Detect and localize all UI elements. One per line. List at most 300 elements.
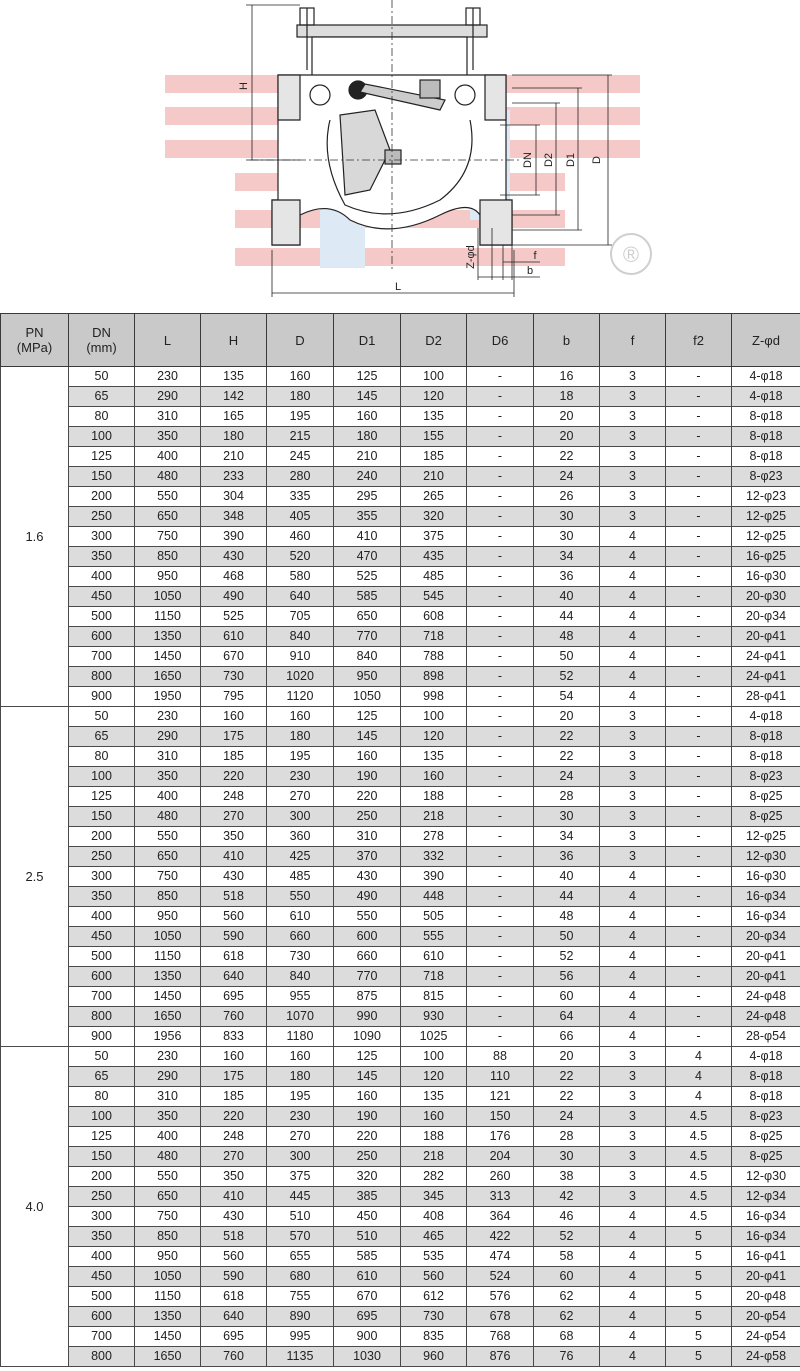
table-cell: 960 <box>401 1347 467 1367</box>
table-cell: 180 <box>201 427 267 447</box>
table-cell: 480 <box>135 467 201 487</box>
table-cell: 955 <box>267 987 334 1007</box>
table-cell: 1150 <box>135 1287 201 1307</box>
table-cell: 12-φ23 <box>732 487 800 507</box>
table-cell: 65 <box>69 387 135 407</box>
table-cell: 680 <box>267 1267 334 1287</box>
table-cell: 525 <box>201 607 267 627</box>
table-cell: 58 <box>534 1247 600 1267</box>
table-cell: 265 <box>401 487 467 507</box>
table-cell: - <box>467 527 534 547</box>
table-cell: 320 <box>334 1167 401 1187</box>
table-cell: 310 <box>135 407 201 427</box>
table-cell: 3 <box>600 1187 666 1207</box>
table-cell: 485 <box>267 867 334 887</box>
table-cell: 310 <box>334 827 401 847</box>
table-row <box>1 1287 800 1307</box>
table-cell: - <box>467 447 534 467</box>
table-cell: 3 <box>600 847 666 867</box>
table-cell: 125 <box>69 447 135 467</box>
table-row <box>1 1087 800 1107</box>
table-cell: 4 <box>600 687 666 707</box>
table-cell: 250 <box>334 807 401 827</box>
table-cell: 1350 <box>135 1307 201 1327</box>
table-cell: 500 <box>69 1287 135 1307</box>
table-cell: 270 <box>201 1147 267 1167</box>
pressure-cell: 1.6 <box>1 367 69 707</box>
table-cell: 560 <box>201 907 267 927</box>
table-cell: 4 <box>600 1267 666 1287</box>
table-cell: 28-φ41 <box>732 687 800 707</box>
table-cell: 8-φ18 <box>732 747 800 767</box>
table-cell: 88 <box>467 1047 534 1067</box>
table-cell: 560 <box>401 1267 467 1287</box>
table-cell: 1070 <box>267 1007 334 1027</box>
table-cell: 474 <box>467 1247 534 1267</box>
table-cell: 30 <box>534 1147 600 1167</box>
table-cell: 100 <box>401 1047 467 1067</box>
dim-label-d: D <box>591 156 603 164</box>
table-cell: 4-φ18 <box>732 367 800 387</box>
table-cell: 150 <box>69 467 135 487</box>
table-cell: - <box>666 867 732 887</box>
dim-label-dn: DN <box>522 152 534 168</box>
table-cell: 375 <box>267 1167 334 1187</box>
table-cell: 16-φ30 <box>732 567 800 587</box>
table-cell: 60 <box>534 1267 600 1287</box>
table-cell: 550 <box>135 827 201 847</box>
table-cell: 145 <box>334 1067 401 1087</box>
table-cell: 50 <box>69 707 135 727</box>
table-cell: 16-φ25 <box>732 547 800 567</box>
table-cell: 490 <box>334 887 401 907</box>
table-cell: 490 <box>201 587 267 607</box>
table-cell: 125 <box>69 1127 135 1147</box>
table-cell: 1050 <box>135 587 201 607</box>
table-cell: 788 <box>401 647 467 667</box>
table-cell: 290 <box>135 727 201 747</box>
table-cell: 4 <box>600 607 666 627</box>
table-cell: 200 <box>69 487 135 507</box>
table-cell: 300 <box>267 807 334 827</box>
table-cell: 430 <box>201 547 267 567</box>
table-cell: 450 <box>69 1267 135 1287</box>
table-cell: - <box>467 507 534 527</box>
table-cell: 610 <box>334 1267 401 1287</box>
table-cell: 62 <box>534 1307 600 1327</box>
table-cell: 760 <box>201 1347 267 1367</box>
table-cell: 135 <box>401 407 467 427</box>
table-cell: 1135 <box>267 1347 334 1367</box>
table-row <box>1 1267 800 1287</box>
table-cell: 700 <box>69 987 135 1007</box>
table-cell: 430 <box>201 867 267 887</box>
table-cell: 8-φ23 <box>732 1107 800 1127</box>
table-cell: 4-φ18 <box>732 387 800 407</box>
table-cell: 20 <box>534 1047 600 1067</box>
table-cell: 1350 <box>135 627 201 647</box>
table-cell: 468 <box>201 567 267 587</box>
table-row <box>1 367 800 387</box>
table-cell: 28 <box>534 787 600 807</box>
table-cell: 835 <box>401 1327 467 1347</box>
table-cell: 52 <box>534 1227 600 1247</box>
table-cell: 1150 <box>135 607 201 627</box>
table-cell: 408 <box>401 1207 467 1227</box>
table-cell: 20 <box>534 707 600 727</box>
table-cell: 1350 <box>135 967 201 987</box>
table-cell: 230 <box>267 767 334 787</box>
table-cell: 175 <box>201 1067 267 1087</box>
table-cell: 612 <box>401 1287 467 1307</box>
table-cell: 56 <box>534 967 600 987</box>
table-cell: 350 <box>135 767 201 787</box>
table-cell: 448 <box>401 887 467 907</box>
table-cell: 750 <box>135 1207 201 1227</box>
table-cell: 135 <box>401 1087 467 1107</box>
table-cell: - <box>666 767 732 787</box>
table-cell: 833 <box>201 1027 267 1047</box>
table-cell: - <box>467 927 534 947</box>
table-cell: 125 <box>334 707 401 727</box>
dim-label-h: H <box>238 82 250 90</box>
table-cell: 422 <box>467 1227 534 1247</box>
table-row <box>1 827 800 847</box>
table-cell: 400 <box>69 1247 135 1267</box>
table-cell: 400 <box>135 1127 201 1147</box>
table-cell: 510 <box>334 1227 401 1247</box>
table-cell: 185 <box>201 1087 267 1107</box>
table-cell: 125 <box>334 367 401 387</box>
table-cell: - <box>666 367 732 387</box>
table-cell: 5 <box>666 1247 732 1267</box>
table-cell: 900 <box>69 1027 135 1047</box>
table-cell: 44 <box>534 887 600 907</box>
table-row <box>1 427 800 447</box>
table-cell: - <box>467 827 534 847</box>
table-cell: 8-φ18 <box>732 447 800 467</box>
table-cell: - <box>666 547 732 567</box>
table-cell: 560 <box>201 1247 267 1267</box>
table-row <box>1 1027 800 1047</box>
table-cell: 1020 <box>267 667 334 687</box>
table-cell: 180 <box>267 387 334 407</box>
table-cell: 950 <box>334 667 401 687</box>
table-cell: 480 <box>135 807 201 827</box>
table-cell: 510 <box>267 1207 334 1227</box>
table-cell: 450 <box>334 1207 401 1227</box>
table-cell: 18 <box>534 387 600 407</box>
table-cell: - <box>467 387 534 407</box>
table-cell: - <box>467 567 534 587</box>
column-header: Z-φd <box>732 314 800 367</box>
table-cell: 1120 <box>267 687 334 707</box>
table-cell: 485 <box>401 567 467 587</box>
dim-label-zd: Z-φd <box>465 245 477 269</box>
table-cell: 705 <box>267 607 334 627</box>
table-cell: 195 <box>267 407 334 427</box>
table-cell: 718 <box>401 967 467 987</box>
table-cell: 110 <box>467 1067 534 1087</box>
table-cell: - <box>467 607 534 627</box>
table-cell: 100 <box>69 767 135 787</box>
table-cell: 350 <box>69 887 135 907</box>
table-cell: 142 <box>201 387 267 407</box>
table-body <box>1 367 800 1367</box>
table-cell: 525 <box>334 567 401 587</box>
table-row <box>1 627 800 647</box>
table-cell: 12-φ25 <box>732 827 800 847</box>
table-cell: 1450 <box>135 1327 201 1347</box>
valve-drawing <box>0 0 800 312</box>
table-cell: 660 <box>267 927 334 947</box>
table-cell: 248 <box>201 787 267 807</box>
table-cell: 4 <box>600 1027 666 1047</box>
table-cell: 5 <box>666 1347 732 1367</box>
table-cell: 840 <box>334 647 401 667</box>
table-cell: 590 <box>201 927 267 947</box>
table-cell: 1956 <box>135 1027 201 1047</box>
table-cell: 8-φ25 <box>732 787 800 807</box>
table-cell: 335 <box>267 487 334 507</box>
table-cell: 250 <box>69 1187 135 1207</box>
table-cell: - <box>666 427 732 447</box>
table-cell: - <box>467 667 534 687</box>
table-cell: - <box>666 687 732 707</box>
column-header: D2 <box>401 314 467 367</box>
table-cell: 50 <box>534 927 600 947</box>
table-cell: 600 <box>69 1307 135 1327</box>
table-row <box>1 487 800 507</box>
table-cell: 850 <box>135 887 201 907</box>
table-cell: - <box>467 707 534 727</box>
column-header: b <box>534 314 600 367</box>
table-cell: 348 <box>201 507 267 527</box>
table-cell: 350 <box>135 427 201 447</box>
table-cell: 678 <box>467 1307 534 1327</box>
dim-label-l: L <box>394 281 402 293</box>
table-cell: 4 <box>600 567 666 587</box>
table-cell: 34 <box>534 547 600 567</box>
table-row <box>1 507 800 527</box>
table-cell: 600 <box>69 967 135 987</box>
table-cell: 200 <box>69 1167 135 1187</box>
table-cell: 218 <box>401 1147 467 1167</box>
table-cell: 570 <box>267 1227 334 1247</box>
table-cell: - <box>666 707 732 727</box>
table-cell: - <box>666 1007 732 1027</box>
table-cell: 3 <box>600 487 666 507</box>
table-cell: 195 <box>267 747 334 767</box>
table-cell: 1150 <box>135 947 201 967</box>
table-cell: 278 <box>401 827 467 847</box>
table-cell: 4 <box>666 1087 732 1107</box>
table-cell: 190 <box>334 1107 401 1127</box>
table-row <box>1 387 800 407</box>
table-cell: 8-φ18 <box>732 427 800 447</box>
table-cell: 12-φ34 <box>732 1187 800 1207</box>
table-cell: - <box>666 607 732 627</box>
table-cell: - <box>467 767 534 787</box>
table-cell: 180 <box>334 427 401 447</box>
table-cell: 435 <box>401 547 467 567</box>
table-cell: 4.5 <box>666 1147 732 1167</box>
table-cell: 100 <box>401 707 467 727</box>
table-cell: 3 <box>600 467 666 487</box>
table-cell: 160 <box>401 767 467 787</box>
table-cell: 22 <box>534 447 600 467</box>
table-cell: 815 <box>401 987 467 1007</box>
table-cell: 5 <box>666 1307 732 1327</box>
table-cell: 46 <box>534 1207 600 1227</box>
table-cell: 3 <box>600 1067 666 1087</box>
table-cell: 370 <box>334 847 401 867</box>
table-cell: - <box>467 587 534 607</box>
table-cell: 160 <box>334 407 401 427</box>
table-cell: 4 <box>600 667 666 687</box>
table-cell: 50 <box>69 1047 135 1067</box>
table-cell: 120 <box>401 387 467 407</box>
table-cell: 100 <box>69 1107 135 1127</box>
table-cell: 30 <box>534 507 600 527</box>
table-header <box>1 314 800 367</box>
table-cell: 850 <box>135 547 201 567</box>
table-cell: 4 <box>600 1007 666 1027</box>
table-cell: 220 <box>201 767 267 787</box>
table-cell: 12-φ30 <box>732 847 800 867</box>
table-cell: 610 <box>201 627 267 647</box>
table-cell: 240 <box>334 467 401 487</box>
table-cell: 120 <box>401 1067 467 1087</box>
table-cell: 655 <box>267 1247 334 1267</box>
table-cell: 550 <box>135 1167 201 1187</box>
table-row <box>1 1187 800 1207</box>
table-cell: 670 <box>201 647 267 667</box>
table-cell: - <box>467 627 534 647</box>
table-cell: 24-φ41 <box>732 647 800 667</box>
table-cell: 1090 <box>334 1027 401 1047</box>
column-header: f2 <box>666 314 732 367</box>
table-cell: 390 <box>201 527 267 547</box>
table-cell: 165 <box>201 407 267 427</box>
table-cell: 160 <box>201 1047 267 1067</box>
table-cell: 280 <box>267 467 334 487</box>
table-cell: - <box>666 967 732 987</box>
table-cell: - <box>666 647 732 667</box>
table-row <box>1 467 800 487</box>
table-cell: 160 <box>401 1107 467 1127</box>
table-cell: - <box>666 747 732 767</box>
table-row <box>1 1347 800 1367</box>
table-cell: 16-φ34 <box>732 907 800 927</box>
table-cell: 248 <box>201 1127 267 1147</box>
table-row <box>1 447 800 467</box>
table-cell: 50 <box>534 647 600 667</box>
table-cell: 160 <box>334 1087 401 1107</box>
table-cell: 650 <box>135 847 201 867</box>
table-cell: 410 <box>201 1187 267 1207</box>
table-cell: 608 <box>401 607 467 627</box>
table-cell: - <box>666 787 732 807</box>
table-cell: 770 <box>334 627 401 647</box>
table-cell: 3 <box>600 727 666 747</box>
column-header: DN (mm) <box>69 314 135 367</box>
table-cell: 304 <box>201 487 267 507</box>
table-cell: - <box>666 407 732 427</box>
table-cell: 770 <box>334 967 401 987</box>
table-cell: 200 <box>69 827 135 847</box>
table-cell: 400 <box>135 447 201 467</box>
table-cell: 233 <box>201 467 267 487</box>
table-cell: 950 <box>135 1247 201 1267</box>
table-cell: 4-φ18 <box>732 1047 800 1067</box>
table-cell: 1650 <box>135 1007 201 1027</box>
table-cell: - <box>467 467 534 487</box>
table-cell: 618 <box>201 1287 267 1307</box>
table-cell: - <box>467 807 534 827</box>
table-cell: 22 <box>534 1087 600 1107</box>
table-cell: - <box>467 947 534 967</box>
table-cell: 4-φ18 <box>732 707 800 727</box>
table-cell: 390 <box>401 867 467 887</box>
table-cell: 250 <box>69 507 135 527</box>
table-cell: 400 <box>69 567 135 587</box>
table-cell: 44 <box>534 607 600 627</box>
table-cell: 76 <box>534 1347 600 1367</box>
column-header: L <box>135 314 201 367</box>
table-cell: - <box>467 787 534 807</box>
table-cell: 24 <box>534 467 600 487</box>
table-cell: 524 <box>467 1267 534 1287</box>
table-cell: 8-φ18 <box>732 727 800 747</box>
table-cell: - <box>467 867 534 887</box>
table-cell: 900 <box>69 687 135 707</box>
table-cell: 430 <box>334 867 401 887</box>
table-cell: 350 <box>135 1107 201 1127</box>
table-cell: 600 <box>69 627 135 647</box>
table-cell: - <box>467 427 534 447</box>
column-header: f <box>600 314 666 367</box>
table-cell: 295 <box>334 487 401 507</box>
table-cell: 210 <box>401 467 467 487</box>
table-cell: 230 <box>135 707 201 727</box>
table-cell: - <box>666 587 732 607</box>
table-cell: 30 <box>534 807 600 827</box>
table-cell: - <box>467 367 534 387</box>
table-cell: 220 <box>334 1127 401 1147</box>
table-cell: 1025 <box>401 1027 467 1047</box>
table-cell: 8-φ23 <box>732 467 800 487</box>
table-cell: 670 <box>334 1287 401 1307</box>
table-cell: 576 <box>467 1287 534 1307</box>
table-cell: 270 <box>267 1127 334 1147</box>
table-cell: - <box>467 967 534 987</box>
table-cell: 650 <box>334 607 401 627</box>
header-row <box>1 314 800 367</box>
table-cell: 20-φ48 <box>732 1287 800 1307</box>
table-row <box>1 1007 800 1027</box>
table-cell: 1050 <box>135 1267 201 1287</box>
table-cell: 176 <box>467 1127 534 1147</box>
table-cell: 445 <box>267 1187 334 1207</box>
table-cell: 640 <box>267 587 334 607</box>
table-row <box>1 767 800 787</box>
pressure-cell: 2.5 <box>1 707 69 1047</box>
table-cell: 42 <box>534 1187 600 1207</box>
table-cell: 520 <box>267 547 334 567</box>
table-row <box>1 707 800 727</box>
table-row <box>1 547 800 567</box>
